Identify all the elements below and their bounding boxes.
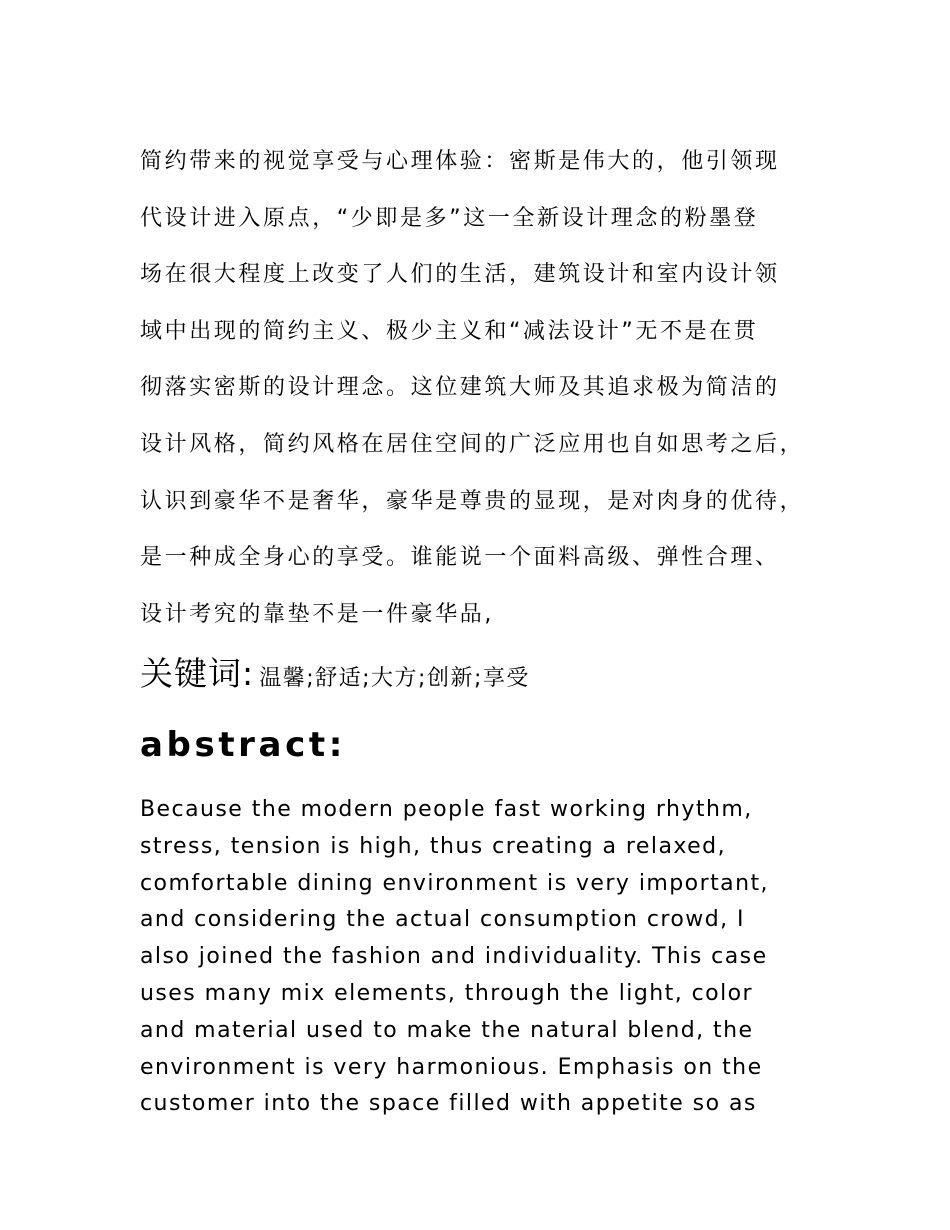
- abstract-heading: abstract:: [140, 725, 346, 765]
- chinese-paragraph-line: 域中出现的简约主义、极少主义和“减法设计”无不是在贯: [140, 318, 759, 344]
- keywords-line: [140, 648, 530, 695]
- chinese-paragraph-line: 设计风格，简约风格在居住空间的广泛应用也自如思考之后，: [140, 431, 805, 457]
- keywords-values: 温馨;舒适;大方;创新;享受: [259, 666, 530, 691]
- english-paragraph-line: Because the modern people fast working rhythm,: [140, 797, 753, 822]
- chinese-paragraph-line: 代设计进入原点，“少即是多”这一全新设计理念的粉墨登: [140, 205, 759, 231]
- chinese-paragraph-line: 认识到豪华不是奢华，豪华是尊贵的显现，是对肉身的优待，: [140, 488, 805, 514]
- keywords-label: 关键词:: [140, 654, 255, 693]
- english-paragraph-line: also joined the fashion and individuality. This case: [140, 944, 768, 970]
- chinese-paragraph-line: 场在很大程度上改变了人们的生活，建筑设计和室内设计领: [140, 262, 780, 288]
- english-paragraph-line: comfortable dining environment is very important,: [140, 870, 769, 896]
- english-paragraph-line: customer into the space filled with appetite so as: [140, 1091, 757, 1117]
- english-paragraph-line: and material used to make the natural blend, the: [140, 1017, 754, 1043]
- chinese-paragraph-line: 设计考究的靠垫不是一件豪华品,: [140, 601, 494, 627]
- english-paragraph-line: stress, tension is high, thus creating a relaxed,: [140, 833, 727, 859]
- chinese-paragraph-line: 简约带来的视觉享受与心理体验：密斯是伟大的，他引领现: [140, 149, 780, 174]
- english-abstract-paragraph: [140, 792, 840, 1123]
- english-paragraph-line: uses many mix elements, through the light, color: [140, 980, 754, 1006]
- chinese-paragraph: [140, 134, 840, 643]
- english-paragraph-line: and considering the actual consumption crowd, I: [140, 907, 745, 933]
- english-paragraph-line: environment is very harmonious. Emphasis on the: [140, 1054, 763, 1080]
- chinese-paragraph-line: 彻落实密斯的设计理念。这位建筑大师及其追求极为简洁的: [140, 375, 780, 401]
- chinese-paragraph-line: 是一种成全身心的享受。谁能说一个面料高级、弹性合理、: [140, 545, 780, 571]
